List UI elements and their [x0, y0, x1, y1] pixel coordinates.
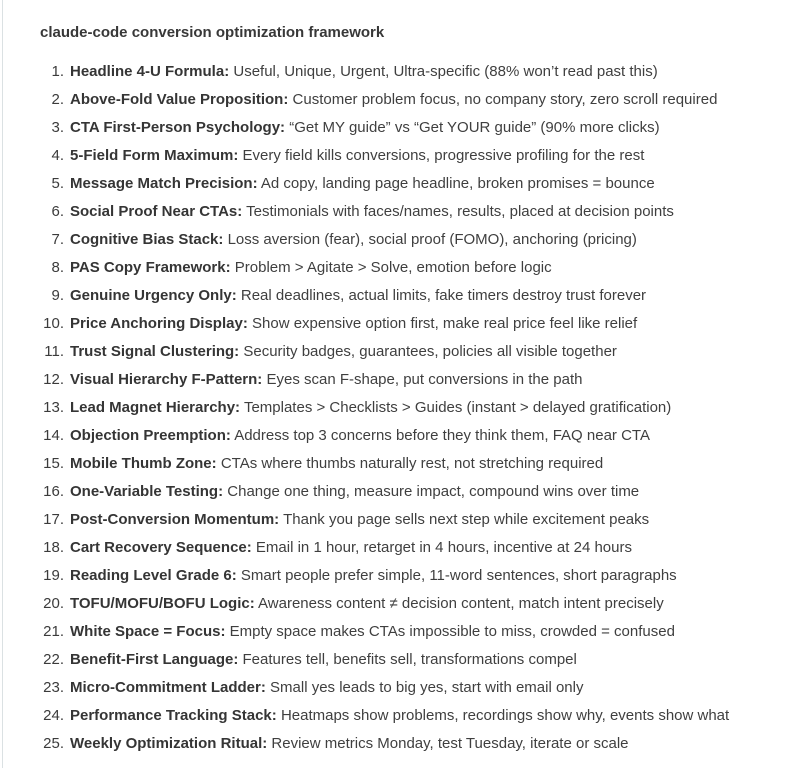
list-item-number: 17.: [43, 511, 64, 528]
list-item-description: Thank you page sells next step while excitement peaks: [283, 511, 650, 528]
list-item-text: [70, 730, 629, 758]
framework-list: [0, 58, 785, 758]
list-item-term: Performance Tracking Stack:: [70, 707, 277, 724]
list-item-term: Objection Preemption:: [70, 427, 231, 444]
list-item-term: Benefit-First Language:: [70, 651, 239, 668]
list-item-term: Trust Signal Clustering:: [70, 343, 240, 360]
list-item-description: Every field kills conversions, progressive profiling for the rest: [242, 147, 645, 164]
list-item-description: Testimonials with faces/names, results, placed at decision points: [246, 203, 674, 220]
list-item-text: [70, 562, 677, 590]
list-item-description: Heatmaps show problems, recordings show why, events show what: [280, 707, 730, 724]
list-item-text: [70, 534, 632, 562]
list-item-text: [70, 198, 674, 226]
list-item-text: [70, 254, 552, 282]
list-item-text: [70, 674, 583, 702]
list-item-description: Templates > Checklists > Guides (instant > delayed gratification): [243, 399, 672, 416]
list-item-description: Small yes leads to big yes, start with email only: [270, 679, 584, 696]
list-item-number: 5.: [51, 175, 64, 192]
list-item-description: Security badges, guarantees, policies all visible together: [243, 343, 617, 360]
list-item-description: Real deadlines, actual limits, fake timers destroy trust forever: [240, 287, 647, 304]
list-item: [0, 674, 785, 702]
list-item: [0, 114, 785, 142]
list-item-description: Useful, Unique, Urgent, Ultra-specific (88% won’t read past this): [233, 63, 658, 80]
list-item: [0, 58, 785, 86]
list-item: [0, 506, 785, 534]
list-item-description: Awareness content ≠ decision content, match intent precisely: [258, 595, 664, 612]
list-item-description: Empty space makes CTAs impossible to miss, crowded = confused: [229, 623, 675, 640]
list-item-number: 11.: [44, 343, 64, 360]
list-item: [0, 226, 785, 254]
left-edge-divider: [2, 0, 3, 768]
list-item-description: “Get MY guide” vs “Get YOUR guide” (90% more clicks): [289, 119, 660, 136]
list-item-number: 23.: [43, 679, 64, 696]
list-item-description: Loss aversion (fear), social proof (FOMO), anchoring (pricing): [227, 231, 637, 248]
list-item-term: Post-Conversion Momentum:: [70, 511, 280, 528]
list-item-term: Genuine Urgency Only:: [70, 287, 237, 304]
list-item-text: [70, 366, 582, 394]
list-item-number: 20.: [43, 595, 64, 612]
list-item-text: [70, 86, 717, 114]
list-item: [0, 562, 785, 590]
list-item-term: TOFU/MOFU/BOFU Logic:: [70, 595, 255, 612]
list-item: [0, 618, 785, 646]
list-item-description: Email in 1 hour, retarget in 4 hours, incentive at 24 hours: [255, 539, 632, 556]
list-item-term: Social Proof Near CTAs:: [70, 203, 243, 220]
list-item-number: 22.: [43, 651, 64, 668]
list-item-description: Eyes scan F-shape, put conversions in the path: [266, 371, 583, 388]
list-item-term: Lead Magnet Hierarchy:: [70, 399, 241, 416]
list-item-term: Cart Recovery Sequence:: [70, 539, 252, 556]
list-item-text: [70, 590, 664, 618]
list-item-term: Message Match Precision:: [70, 175, 258, 192]
list-item-description: Address top 3 concerns before they think them, FAQ near CTA: [234, 427, 650, 444]
list-item-description: Problem > Agitate > Solve, emotion before logic: [234, 259, 552, 276]
list-item-term: Headline 4-U Formula:: [70, 63, 230, 80]
list-item-number: 15.: [43, 455, 64, 472]
list-item: [0, 198, 785, 226]
list-item-description: Smart people prefer simple, 11-word sentences, short paragraphs: [240, 567, 677, 584]
list-item-number: 24.: [43, 707, 64, 724]
list-item-number: 7.: [51, 231, 64, 248]
list-item-term: White Space = Focus:: [70, 623, 226, 640]
page-title: claude-code conversion optimization framework: [40, 24, 385, 41]
list-item-number: 18.: [43, 539, 64, 556]
list-item-text: [70, 422, 650, 450]
list-item-number: 1.: [51, 63, 64, 80]
list-item-text: [70, 310, 637, 338]
list-item-number: 21.: [43, 623, 64, 640]
list-item-term: Micro-Commitment Ladder:: [70, 679, 266, 696]
list-item-text: [70, 226, 637, 254]
list-item-term: Cognitive Bias Stack:: [70, 231, 224, 248]
list-item: [0, 422, 785, 450]
list-item: [0, 142, 785, 170]
list-item-text: [70, 338, 617, 366]
list-item-number: 19.: [43, 567, 64, 584]
list-item: [0, 450, 785, 478]
list-item-text: [70, 506, 649, 534]
list-item: [0, 310, 785, 338]
list-item-term: Price Anchoring Display:: [70, 315, 248, 332]
list-item: [0, 702, 785, 730]
list-item-text: [70, 450, 603, 478]
list-item-term: One-Variable Testing:: [70, 483, 224, 500]
list-item-text: [70, 282, 646, 310]
list-item-text: [70, 170, 655, 198]
list-item-text: [70, 114, 660, 142]
list-item: [0, 366, 785, 394]
list-item-description: CTAs where thumbs naturally rest, not stretching required: [220, 455, 604, 472]
list-item-number: 4.: [51, 147, 64, 164]
list-item-number: 10.: [43, 315, 64, 332]
list-item: [0, 394, 785, 422]
list-item-description: Customer problem focus, no company story, zero scroll required: [292, 91, 718, 108]
list-item: [0, 730, 785, 758]
list-item-number: 14.: [43, 427, 64, 444]
list-item-text: [70, 58, 658, 86]
list-item-text: [70, 478, 639, 506]
list-item-number: 6.: [51, 203, 64, 220]
list-item-description: Ad copy, landing page headline, broken promises = bounce: [260, 175, 655, 192]
list-item-term: Visual Hierarchy F-Pattern:: [70, 371, 263, 388]
list-item: [0, 282, 785, 310]
list-item-description: Show expensive option first, make real price feel like relief: [252, 315, 638, 332]
list-item: [0, 254, 785, 282]
list-item: [0, 534, 785, 562]
list-item-description: Review metrics Monday, test Tuesday, iterate or scale: [271, 735, 629, 752]
list-item-number: 16.: [43, 483, 64, 500]
list-item-term: Mobile Thumb Zone:: [70, 455, 217, 472]
list-item-number: 9.: [51, 287, 64, 304]
list-item-term: Weekly Optimization Ritual:: [70, 735, 268, 752]
list-item: [0, 590, 785, 618]
list-item-number: 2.: [51, 91, 64, 108]
list-item-number: 13.: [43, 399, 64, 416]
list-item-number: 12.: [43, 371, 64, 388]
list-item-number: 25.: [43, 735, 64, 752]
list-item: [0, 478, 785, 506]
list-item-number: 3.: [51, 119, 64, 136]
list-item-text: [70, 646, 577, 674]
list-item-term: Above-Fold Value Proposition:: [70, 91, 289, 108]
list-item-number: 8.: [51, 259, 64, 276]
list-item: [0, 86, 785, 114]
list-item: [0, 170, 785, 198]
list-item-text: [70, 618, 675, 646]
list-item-text: [70, 142, 644, 170]
list-item-term: PAS Copy Framework:: [70, 259, 231, 276]
list-item-description: Features tell, benefits sell, transformations compel: [242, 651, 577, 668]
list-item-text: [70, 394, 671, 422]
list-item-description: Change one thing, measure impact, compound wins over time: [227, 483, 640, 500]
list-item-term: Reading Level Grade 6:: [70, 567, 237, 584]
list-item: [0, 646, 785, 674]
list-item-term: CTA First-Person Psychology:: [70, 119, 286, 136]
list-item: [0, 338, 785, 366]
list-item-text: [70, 702, 729, 730]
list-item-term: 5-Field Form Maximum:: [70, 147, 239, 164]
